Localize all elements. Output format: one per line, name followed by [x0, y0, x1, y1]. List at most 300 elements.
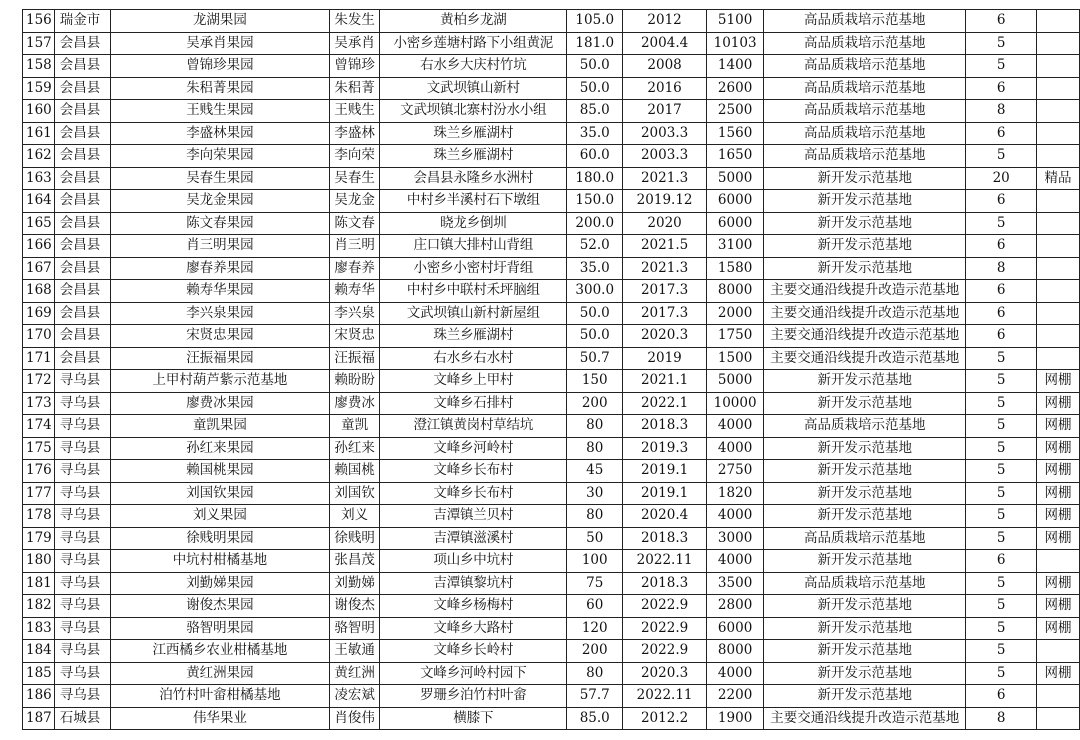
table-row: [23, 550, 1080, 573]
row-number-cell: 180: [23, 550, 55, 573]
base-type-cell: 主要交通沿线提升改造示范基地: [764, 347, 966, 370]
plant-count-cell: 3000: [707, 527, 764, 550]
area-cell: 200: [567, 640, 623, 663]
area-cell: 35.0: [567, 122, 623, 145]
base-type-cell: 主要交通沿线提升改造示范基地: [764, 707, 966, 730]
note-cell: [1036, 10, 1079, 33]
row-number-cell: 158: [23, 55, 55, 78]
grade-cell: 5: [966, 55, 1037, 78]
county-cell: 会昌县: [54, 325, 110, 348]
grade-cell: 5: [966, 32, 1037, 55]
row-number-cell: 182: [23, 595, 55, 618]
county-cell: 寻乌县: [54, 617, 110, 640]
grade-cell: 6: [966, 302, 1037, 325]
county-cell: 会昌县: [54, 77, 110, 100]
note-cell: 网棚: [1036, 415, 1079, 438]
row-number-cell: 186: [23, 685, 55, 708]
address-cell: 小密乡莲塘村路下小组黄泥: [380, 32, 567, 55]
row-number-cell: 173: [23, 392, 55, 415]
year-cell: 2018.3: [623, 415, 707, 438]
county-cell: 寻乌县: [54, 392, 110, 415]
table-row: [23, 415, 1080, 438]
table-row: [23, 370, 1080, 393]
note-cell: [1036, 325, 1079, 348]
base-type-cell: 高品质栽培示范基地: [764, 572, 966, 595]
year-cell: 2004.4: [623, 32, 707, 55]
plant-count-cell: 6000: [707, 190, 764, 213]
county-cell: 会昌县: [54, 55, 110, 78]
row-number-cell: 157: [23, 32, 55, 55]
county-cell: 会昌县: [54, 32, 110, 55]
orchard-name-cell: 上甲村葫芦紫示范基地: [111, 370, 330, 393]
county-cell: 会昌县: [54, 190, 110, 213]
table-row: [23, 685, 1080, 708]
address-cell: 珠兰乡雁湖村: [380, 145, 567, 168]
plant-count-cell: 1500: [707, 347, 764, 370]
year-cell: 2018.3: [623, 527, 707, 550]
table-row: [23, 100, 1080, 123]
owner-cell: 吴龙金: [329, 190, 380, 213]
owner-cell: 刘国钦: [329, 482, 380, 505]
grade-cell: 8: [966, 100, 1037, 123]
base-type-cell: 主要交通沿线提升改造示范基地: [764, 280, 966, 303]
note-cell: [1036, 145, 1079, 168]
base-type-cell: 新开发示范基地: [764, 595, 966, 618]
year-cell: 2021.5: [623, 235, 707, 258]
owner-cell: 肖俊伟: [329, 707, 380, 730]
base-type-cell: 新开发示范基地: [764, 167, 966, 190]
year-cell: 2008: [623, 55, 707, 78]
plant-count-cell: 1560: [707, 122, 764, 145]
grade-cell: 20: [966, 167, 1037, 190]
county-cell: 寻乌县: [54, 640, 110, 663]
area-cell: 300.0: [567, 280, 623, 303]
base-type-cell: 主要交通沿线提升改造示范基地: [764, 325, 966, 348]
grade-cell: 5: [966, 527, 1037, 550]
year-cell: 2019: [623, 347, 707, 370]
county-cell: 寻乌县: [54, 460, 110, 483]
plant-count-cell: 2800: [707, 595, 764, 618]
grade-cell: 6: [966, 77, 1037, 100]
plant-count-cell: 6000: [707, 212, 764, 235]
address-cell: 中村乡中联村禾坪脑组: [380, 280, 567, 303]
county-cell: 会昌县: [54, 145, 110, 168]
row-number-cell: 171: [23, 347, 55, 370]
county-cell: 会昌县: [54, 302, 110, 325]
grade-cell: 6: [966, 685, 1037, 708]
row-number-cell: 164: [23, 190, 55, 213]
county-cell: 瑞金市: [54, 10, 110, 33]
note-cell: 网棚: [1036, 527, 1079, 550]
note-cell: [1036, 685, 1079, 708]
row-number-cell: 174: [23, 415, 55, 438]
year-cell: 2019.12: [623, 190, 707, 213]
note-cell: 网棚: [1036, 482, 1079, 505]
plant-count-cell: 2500: [707, 100, 764, 123]
year-cell: 2018.3: [623, 572, 707, 595]
orchard-name-cell: 孙红来果园: [111, 437, 330, 460]
orchard-name-cell: 肖三明果园: [111, 235, 330, 258]
table-row: [23, 572, 1080, 595]
area-cell: 30: [567, 482, 623, 505]
plant-count-cell: 6000: [707, 617, 764, 640]
orchard-name-cell: 黄红洲果园: [111, 662, 330, 685]
year-cell: 2021.1: [623, 370, 707, 393]
note-cell: 网棚: [1036, 662, 1079, 685]
orchard-name-cell: 吴春生果园: [111, 167, 330, 190]
plant-count-cell: 4000: [707, 662, 764, 685]
owner-cell: 刘义: [329, 505, 380, 528]
table-row: [23, 662, 1080, 685]
year-cell: 2020.4: [623, 505, 707, 528]
orchard-name-cell: 赖寿华果园: [111, 280, 330, 303]
note-cell: [1036, 212, 1079, 235]
orchard-name-cell: 赖国桃果园: [111, 460, 330, 483]
grade-cell: 5: [966, 415, 1037, 438]
orchard-name-cell: 宋贤忠果园: [111, 325, 330, 348]
orchard-name-cell: 伟华果业: [111, 707, 330, 730]
plant-count-cell: 2000: [707, 302, 764, 325]
orchard-name-cell: 李兴泉果园: [111, 302, 330, 325]
base-type-cell: 新开发示范基地: [764, 550, 966, 573]
note-cell: 网棚: [1036, 595, 1079, 618]
year-cell: 2016: [623, 77, 707, 100]
plant-count-cell: 2200: [707, 685, 764, 708]
grade-cell: 8: [966, 257, 1037, 280]
orchard-name-cell: 刘勤娣果园: [111, 572, 330, 595]
table-row: [23, 77, 1080, 100]
area-cell: 120: [567, 617, 623, 640]
owner-cell: 张昌茂: [329, 550, 380, 573]
area-cell: 180.0: [567, 167, 623, 190]
table-row: [23, 617, 1080, 640]
table-row: [23, 505, 1080, 528]
plant-count-cell: 1750: [707, 325, 764, 348]
address-cell: 文武坝镇北寨村汾水小组: [380, 100, 567, 123]
area-cell: 50.0: [567, 77, 623, 100]
year-cell: 2020: [623, 212, 707, 235]
base-type-cell: 高品质栽培示范基地: [764, 527, 966, 550]
area-cell: 150: [567, 370, 623, 393]
note-cell: 网棚: [1036, 370, 1079, 393]
county-cell: 会昌县: [54, 122, 110, 145]
grade-cell: 6: [966, 235, 1037, 258]
area-cell: 80: [567, 662, 623, 685]
table-row: [23, 212, 1080, 235]
county-cell: 寻乌县: [54, 437, 110, 460]
base-type-cell: 新开发示范基地: [764, 437, 966, 460]
table-row: [23, 392, 1080, 415]
address-cell: 文峰乡长布村: [380, 460, 567, 483]
row-number-cell: 187: [23, 707, 55, 730]
note-cell: [1036, 550, 1079, 573]
plant-count-cell: 2600: [707, 77, 764, 100]
note-cell: 网棚: [1036, 572, 1079, 595]
year-cell: 2017.3: [623, 302, 707, 325]
county-cell: 会昌县: [54, 280, 110, 303]
owner-cell: 赖国桃: [329, 460, 380, 483]
area-cell: 50: [567, 527, 623, 550]
year-cell: 2020.3: [623, 662, 707, 685]
table-row: [23, 145, 1080, 168]
table-row: [23, 460, 1080, 483]
base-type-cell: 新开发示范基地: [764, 392, 966, 415]
row-number-cell: 175: [23, 437, 55, 460]
plant-count-cell: 4000: [707, 505, 764, 528]
county-cell: 寻乌县: [54, 550, 110, 573]
owner-cell: 刘勤娣: [329, 572, 380, 595]
county-cell: 寻乌县: [54, 572, 110, 595]
orchard-name-cell: 吴承肖果园: [111, 32, 330, 55]
row-number-cell: 160: [23, 100, 55, 123]
plant-count-cell: 1820: [707, 482, 764, 505]
address-cell: 吉潭镇滋溪村: [380, 527, 567, 550]
note-cell: [1036, 257, 1079, 280]
owner-cell: 赖寿华: [329, 280, 380, 303]
year-cell: 2022.9: [623, 640, 707, 663]
row-number-cell: 161: [23, 122, 55, 145]
year-cell: 2021.3: [623, 167, 707, 190]
note-cell: [1036, 190, 1079, 213]
year-cell: 2003.3: [623, 122, 707, 145]
table-row: [23, 325, 1080, 348]
grade-cell: 6: [966, 550, 1037, 573]
base-type-cell: 高品质栽培示范基地: [764, 77, 966, 100]
year-cell: 2022.9: [623, 617, 707, 640]
address-cell: 横膝下: [380, 707, 567, 730]
orchard-name-cell: 李盛林果园: [111, 122, 330, 145]
owner-cell: 廖费冰: [329, 392, 380, 415]
note-cell: [1036, 77, 1079, 100]
year-cell: 2022.11: [623, 685, 707, 708]
table-body: [23, 10, 1080, 730]
county-cell: 石城县: [54, 707, 110, 730]
orchard-name-cell: 骆智明果园: [111, 617, 330, 640]
owner-cell: 骆智明: [329, 617, 380, 640]
row-number-cell: 185: [23, 662, 55, 685]
plant-count-cell: 1400: [707, 55, 764, 78]
address-cell: 右水乡右水村: [380, 347, 567, 370]
plant-count-cell: 1900: [707, 707, 764, 730]
table-row: [23, 302, 1080, 325]
base-type-cell: 高品质栽培示范基地: [764, 415, 966, 438]
orchard-name-cell: 刘义果园: [111, 505, 330, 528]
plant-count-cell: 4000: [707, 437, 764, 460]
orchard-name-cell: 李向荣果园: [111, 145, 330, 168]
table-row: [23, 595, 1080, 618]
county-cell: 寻乌县: [54, 415, 110, 438]
owner-cell: 廖春养: [329, 257, 380, 280]
plant-count-cell: 3500: [707, 572, 764, 595]
year-cell: 2019.1: [623, 460, 707, 483]
orchard-name-cell: 泊竹村叶畲柑橘基地: [111, 685, 330, 708]
owner-cell: 吴春生: [329, 167, 380, 190]
plant-count-cell: 4000: [707, 550, 764, 573]
row-number-cell: 168: [23, 280, 55, 303]
base-type-cell: 新开发示范基地: [764, 640, 966, 663]
base-type-cell: 新开发示范基地: [764, 685, 966, 708]
address-cell: 澄江镇黄岗村草结坑: [380, 415, 567, 438]
table-row: [23, 257, 1080, 280]
address-cell: 文峰乡长布村: [380, 482, 567, 505]
area-cell: 52.0: [567, 235, 623, 258]
address-cell: 文峰乡河岭村: [380, 437, 567, 460]
base-type-cell: 新开发示范基地: [764, 212, 966, 235]
row-number-cell: 179: [23, 527, 55, 550]
area-cell: 75: [567, 572, 623, 595]
address-cell: 小密乡小密村圩背组: [380, 257, 567, 280]
grade-cell: 5: [966, 347, 1037, 370]
base-type-cell: 主要交通沿线提升改造示范基地: [764, 302, 966, 325]
owner-cell: 童凯: [329, 415, 380, 438]
area-cell: 200.0: [567, 212, 623, 235]
plant-count-cell: 5000: [707, 370, 764, 393]
county-cell: 寻乌县: [54, 685, 110, 708]
plant-count-cell: 2750: [707, 460, 764, 483]
plant-count-cell: 5100: [707, 10, 764, 33]
owner-cell: 朱稆菁: [329, 77, 380, 100]
address-cell: 庄口镇大排村山背组: [380, 235, 567, 258]
plant-count-cell: 1580: [707, 257, 764, 280]
year-cell: 2012: [623, 10, 707, 33]
note-cell: [1036, 640, 1079, 663]
base-type-cell: 新开发示范基地: [764, 505, 966, 528]
county-cell: 寻乌县: [54, 482, 110, 505]
base-type-cell: 新开发示范基地: [764, 257, 966, 280]
area-cell: 60: [567, 595, 623, 618]
table-row: [23, 707, 1080, 730]
orchard-name-cell: 徐贱明果园: [111, 527, 330, 550]
grade-cell: 5: [966, 640, 1037, 663]
row-number-cell: 162: [23, 145, 55, 168]
table-row: [23, 640, 1080, 663]
plant-count-cell: 8000: [707, 640, 764, 663]
note-cell: 网棚: [1036, 460, 1079, 483]
row-number-cell: 177: [23, 482, 55, 505]
address-cell: 晓龙乡倒圳: [380, 212, 567, 235]
owner-cell: 曾锦珍: [329, 55, 380, 78]
year-cell: 2017: [623, 100, 707, 123]
row-number-cell: 167: [23, 257, 55, 280]
owner-cell: 凌宏斌: [329, 685, 380, 708]
area-cell: 150.0: [567, 190, 623, 213]
row-number-cell: 170: [23, 325, 55, 348]
address-cell: 文武坝镇山新村: [380, 77, 567, 100]
year-cell: 2017.3: [623, 280, 707, 303]
address-cell: 珠兰乡雁湖村: [380, 325, 567, 348]
owner-cell: 肖三明: [329, 235, 380, 258]
year-cell: 2012.2: [623, 707, 707, 730]
grade-cell: 5: [966, 212, 1037, 235]
grade-cell: 6: [966, 280, 1037, 303]
base-type-cell: 高品质栽培示范基地: [764, 122, 966, 145]
year-cell: 2021.3: [623, 257, 707, 280]
address-cell: 文峰乡杨梅村: [380, 595, 567, 618]
base-type-cell: 高品质栽培示范基地: [764, 32, 966, 55]
plant-count-cell: 1650: [707, 145, 764, 168]
table-row: [23, 167, 1080, 190]
base-type-cell: 新开发示范基地: [764, 617, 966, 640]
owner-cell: 吴承肖: [329, 32, 380, 55]
row-number-cell: 183: [23, 617, 55, 640]
table-row: [23, 55, 1080, 78]
address-cell: 项山乡中坑村: [380, 550, 567, 573]
plant-count-cell: 4000: [707, 415, 764, 438]
address-cell: 罗珊乡泊竹村叶畲: [380, 685, 567, 708]
area-cell: 100: [567, 550, 623, 573]
row-number-cell: 176: [23, 460, 55, 483]
address-cell: 吉潭镇黎坑村: [380, 572, 567, 595]
area-cell: 200: [567, 392, 623, 415]
address-cell: 文峰乡上甲村: [380, 370, 567, 393]
row-number-cell: 159: [23, 77, 55, 100]
year-cell: 2022.1: [623, 392, 707, 415]
area-cell: 50.0: [567, 325, 623, 348]
county-cell: 寻乌县: [54, 527, 110, 550]
owner-cell: 李向荣: [329, 145, 380, 168]
grade-cell: 8: [966, 707, 1037, 730]
orchard-table: [22, 9, 1080, 730]
address-cell: 文峰乡大路村: [380, 617, 567, 640]
base-type-cell: 高品质栽培示范基地: [764, 100, 966, 123]
year-cell: 2022.11: [623, 550, 707, 573]
address-cell: 会昌县永隆乡水洲村: [380, 167, 567, 190]
grade-cell: 5: [966, 392, 1037, 415]
orchard-name-cell: 朱稆菁果园: [111, 77, 330, 100]
base-type-cell: 高品质栽培示范基地: [764, 145, 966, 168]
address-cell: 黄柏乡龙湖: [380, 10, 567, 33]
orchard-name-cell: 廖费冰果园: [111, 392, 330, 415]
county-cell: 寻乌县: [54, 662, 110, 685]
base-type-cell: 新开发示范基地: [764, 482, 966, 505]
owner-cell: 李兴泉: [329, 302, 380, 325]
address-cell: 文峰乡长岭村: [380, 640, 567, 663]
owner-cell: 宋贤忠: [329, 325, 380, 348]
address-cell: 珠兰乡雁湖村: [380, 122, 567, 145]
grade-cell: 6: [966, 190, 1037, 213]
orchard-name-cell: 童凯果园: [111, 415, 330, 438]
base-type-cell: 高品质栽培示范基地: [764, 55, 966, 78]
row-number-cell: 181: [23, 572, 55, 595]
table-row: [23, 437, 1080, 460]
address-cell: 文峰乡河岭村园下: [380, 662, 567, 685]
area-cell: 57.7: [567, 685, 623, 708]
grade-cell: 6: [966, 10, 1037, 33]
grade-cell: 5: [966, 482, 1037, 505]
base-type-cell: 新开发示范基地: [764, 370, 966, 393]
note-cell: 网棚: [1036, 392, 1079, 415]
year-cell: 2020.3: [623, 325, 707, 348]
plant-count-cell: 10103: [707, 32, 764, 55]
address-cell: 中村乡半溪村石下墩组: [380, 190, 567, 213]
county-cell: 寻乌县: [54, 595, 110, 618]
note-cell: [1036, 32, 1079, 55]
table-row: [23, 527, 1080, 550]
note-cell: 网棚: [1036, 437, 1079, 460]
county-cell: 会昌县: [54, 212, 110, 235]
grade-cell: 5: [966, 370, 1037, 393]
orchard-name-cell: 谢俊杰果园: [111, 595, 330, 618]
base-type-cell: 新开发示范基地: [764, 190, 966, 213]
plant-count-cell: 3100: [707, 235, 764, 258]
area-cell: 45: [567, 460, 623, 483]
area-cell: 50.0: [567, 302, 623, 325]
table-row: [23, 347, 1080, 370]
orchard-name-cell: 龙湖果园: [111, 10, 330, 33]
row-number-cell: 172: [23, 370, 55, 393]
note-cell: 网棚: [1036, 617, 1079, 640]
owner-cell: 王敏通: [329, 640, 380, 663]
